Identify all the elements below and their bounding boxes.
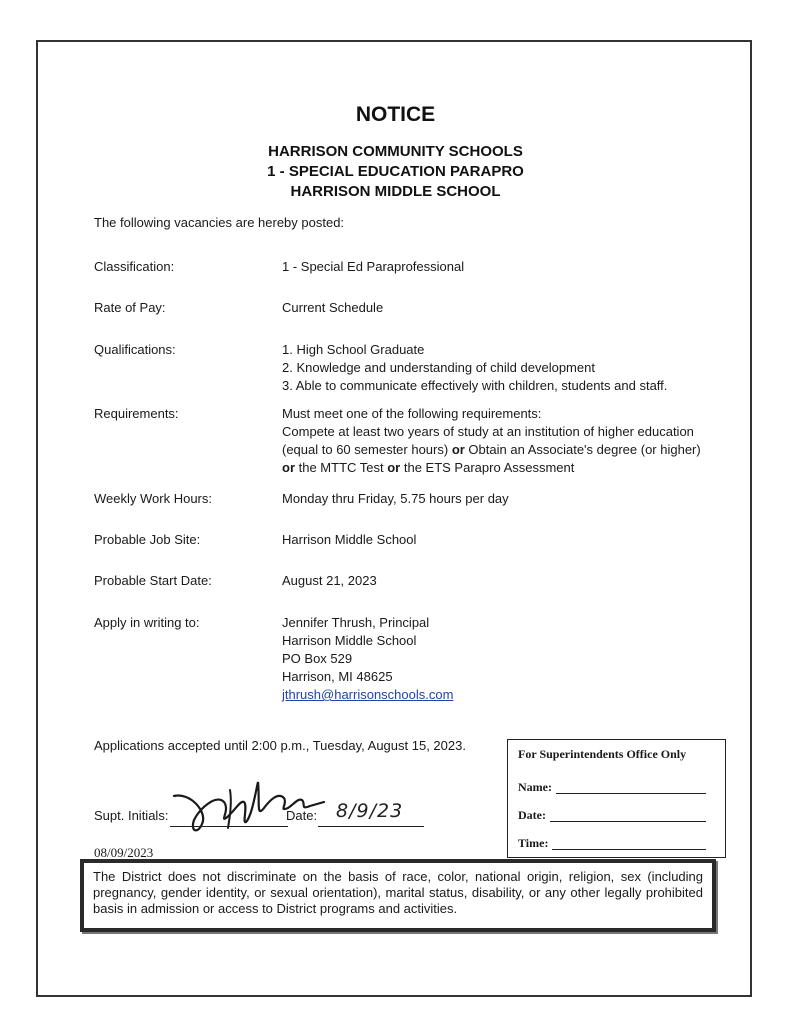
stamp-date: 08/09/2023 <box>94 845 154 860</box>
hours-value: Monday thru Friday, 5.75 hours per day <box>282 491 509 506</box>
district-name: HARRISON COMMUNITY SCHOOLS <box>268 143 523 160</box>
requirements-line: Must meet one of the following requirements: <box>282 406 542 421</box>
intro-text: The following vacancies are hereby posted: <box>94 215 345 230</box>
qualification-item: 3. Able to communicate effectively with children, students and staff. <box>282 378 668 393</box>
office-name-field <box>518 780 552 795</box>
qualifications-list <box>282 341 712 395</box>
qualifications-label: Qualifications: <box>94 342 176 357</box>
classification-value: 1 - Special Ed Paraprofessional <box>282 259 465 274</box>
site-value: Harrison Middle School <box>282 532 417 547</box>
apply-label: Apply in writing to: <box>94 615 200 630</box>
requirements-text-part: the ETS Parapro Assessment <box>400 460 575 475</box>
requirements-label: Requirements: <box>94 406 179 421</box>
hours-label: Weekly Work Hours: <box>94 491 212 506</box>
requirements-line: Compete at least two years of study at an institution of higher education <box>282 424 694 439</box>
qualification-item: 1. High School Graduate <box>282 342 425 357</box>
address-line: Harrison, MI 48625 <box>282 669 393 684</box>
signature-date-line <box>318 826 424 827</box>
start-value: August 21, 2023 <box>282 573 377 588</box>
address-line: Harrison Middle School <box>282 633 417 648</box>
notice-title: NOTICE <box>355 103 436 126</box>
office-date-line <box>550 821 706 822</box>
rate-value: Current Schedule <box>282 300 384 315</box>
school-name: HARRISON MIDDLE SCHOOL <box>290 183 501 200</box>
requirements-line <box>282 459 712 477</box>
or-keyword: or <box>282 460 295 475</box>
requirements-text-part: the MTTC Test <box>295 460 388 475</box>
office-date-label: Date: <box>518 808 546 822</box>
office-time-field <box>518 836 548 851</box>
nondiscrimination-notice: The District does not discriminate on the basis of race, color, national origin, religion, sex (including pregnancy, gender identity, or sexual orientation), marital status, disability, or any other legally prohibited basis in admission or access to District programs and activities. <box>80 859 716 932</box>
office-box-header: For Superintendents Office Only <box>518 747 687 761</box>
address-line: PO Box 529 <box>282 651 353 666</box>
classification-label: Classification: <box>94 259 175 274</box>
office-time-label: Time: <box>518 836 549 850</box>
office-date-field <box>518 808 546 823</box>
email-link[interactable]: jthrush@harrisonschools.com <box>282 687 454 702</box>
office-time-line <box>552 849 706 850</box>
rate-label: Rate of Pay: <box>94 300 166 315</box>
handwritten-date: 8/9/23 <box>336 800 404 822</box>
requirements-line <box>282 441 712 459</box>
qualification-item: 2. Knowledge and understanding of child development <box>282 360 595 375</box>
address-line: Jennifer Thrush, Principal <box>282 615 430 630</box>
or-keyword: or <box>387 460 401 475</box>
supt-initials-label: Supt. Initials: <box>94 808 169 823</box>
apply-address <box>282 614 712 704</box>
requirements-text <box>282 405 712 477</box>
position-title: 1 - SPECIAL EDUCATION PARAPRO <box>267 163 524 180</box>
or-keyword: or <box>451 442 465 457</box>
start-label: Probable Start Date: <box>94 573 212 588</box>
applications-deadline: Applications accepted until 2:00 p.m., Tuesday, August 15, 2023. <box>94 738 466 753</box>
office-name-line <box>556 793 706 794</box>
requirements-text-part: (equal to 60 semester hours) <box>282 442 452 457</box>
office-use-box <box>507 739 726 858</box>
initials-line <box>170 826 288 827</box>
office-name-label: Name: <box>518 780 552 794</box>
signature-date-label: Date: <box>286 808 318 823</box>
signature-image <box>160 772 330 842</box>
site-label: Probable Job Site: <box>94 532 201 547</box>
requirements-text-part: Obtain an Associate's degree (or higher) <box>464 442 701 457</box>
